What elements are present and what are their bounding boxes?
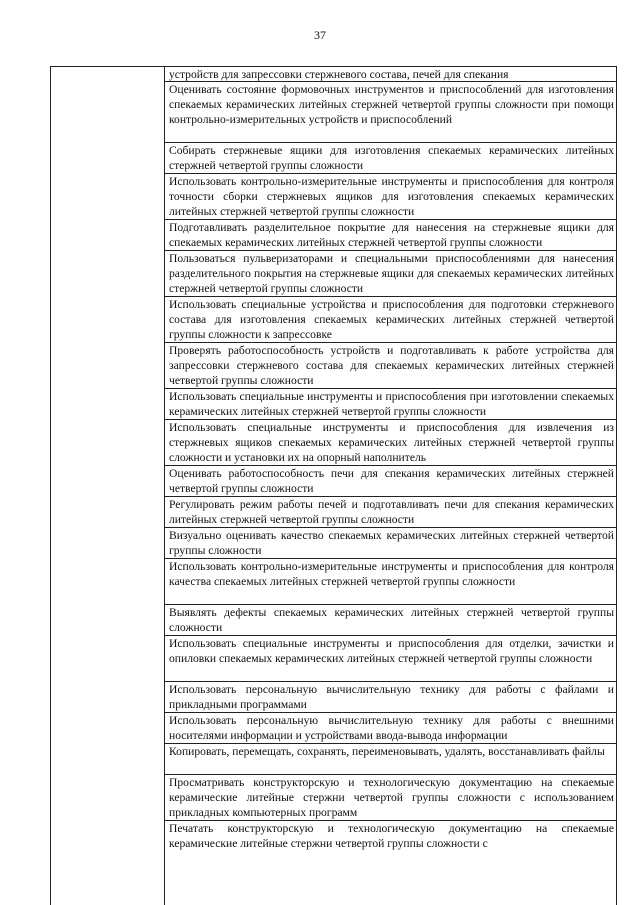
table-cell: Использовать специальные инструменты и приспособления для отделки, зачистки и опиловки спекаемых керамических литейных стержней четвертой группы сложности	[165, 636, 617, 682]
table-right-column	[165, 67, 617, 852]
table-cell: Копировать, перемещать, сохранять, переименовывать, удалять, восстанавливать файлы	[165, 744, 617, 775]
table-cell: Использовать контрольно-измерительные инструменты и приспособления для контроля точности сборки стержневых ящиков для изготовления спекаемых керамических литейных стержней четвертой группы сложности	[165, 174, 617, 220]
table-cell: Использовать специальные устройства и приспособления для подготовки стержневого состава для изготовления спекаемых керамических литейных стержней четвертой группы сложности к запрессовке	[165, 297, 617, 343]
table-cell: Использовать персональную вычислительную технику для работы с внешними носителями информации и устройствами ввода-вывода информации	[165, 713, 617, 744]
table-cell: Подготавливать разделительное покрытие для нанесения на стержневые ящики для спекаемых керамических литейных стержней четвертой группы сложности	[165, 220, 617, 251]
table-cell: Регулировать режим работы печей и подготавливать печи для спекания керамических литейных стержней четвертой группы сложности	[165, 497, 617, 528]
table-cell: Визуально оценивать качество спекаемых керамических литейных стержней четвертой группы сложности	[165, 528, 617, 559]
skills-table	[50, 66, 617, 905]
table-cell: Пользоваться пульверизаторами и специальными приспособлениями для нанесения разделительного покрытия на стержневые ящики для спекаемых керамических литейных стержней четвертой группы сложности	[165, 251, 617, 297]
table-cell: Просматривать конструкторскую и технологическую документацию на спекаемые керамические литейные стержни четвертой группы сложности с использованием прикладных компьютерных программ	[165, 775, 617, 821]
table-cell: Собирать стержневые ящики для изготовления спекаемых керамических литейных стержней четвертой группы сложности	[165, 143, 617, 174]
table-cell: Оценивать работоспособность печи для спекания керамических литейных стержней четвертой группы сложности	[165, 466, 617, 497]
table-cell: Печатать конструкторскую и технологическую документацию на спекаемые керамические литейные стержни четвертой группы сложности с	[169, 822, 614, 851]
table-cell: Использовать персональную вычислительную технику для работы с файлами и прикладными программами	[165, 682, 617, 713]
table-cell: Использовать контрольно-измерительные инструменты и приспособления для контроля качества спекаемых литейных стержней четвертой группы сложности	[165, 559, 617, 605]
table-left-column	[51, 67, 165, 905]
table-cell: Проверять работоспособность устройств и подготавливать к работе устройства для запрессовки стержневого состава для спекаемых керамических литейных стержней четвертой группы сложности	[165, 343, 617, 389]
table-cell: Оценивать состояние формовочных инструментов и приспособлений для изготовления спекаемых керамических литейных стержней четвертой группы сложности при помощи контрольно-измерительных устройств и приспособлений	[165, 82, 617, 143]
page-number: 37	[314, 28, 326, 42]
table-cell: Использовать специальные инструменты и приспособления для извлечения из стержневых ящиков спекаемых керамических литейных стержней четвертой группы сложности и установки их на опорный наполнитель	[165, 420, 617, 466]
table-cell: устройств для запрессовки стержневого состава, печей для спекания	[165, 67, 617, 82]
table-cell: Выявлять дефекты спекаемых керамических литейных стержней четвертой группы сложности	[165, 605, 617, 636]
table-cell: Использовать специальные инструменты и приспособления при изготовлении спекаемых керамических литейных стержней четвертой группы сложности	[165, 389, 617, 420]
